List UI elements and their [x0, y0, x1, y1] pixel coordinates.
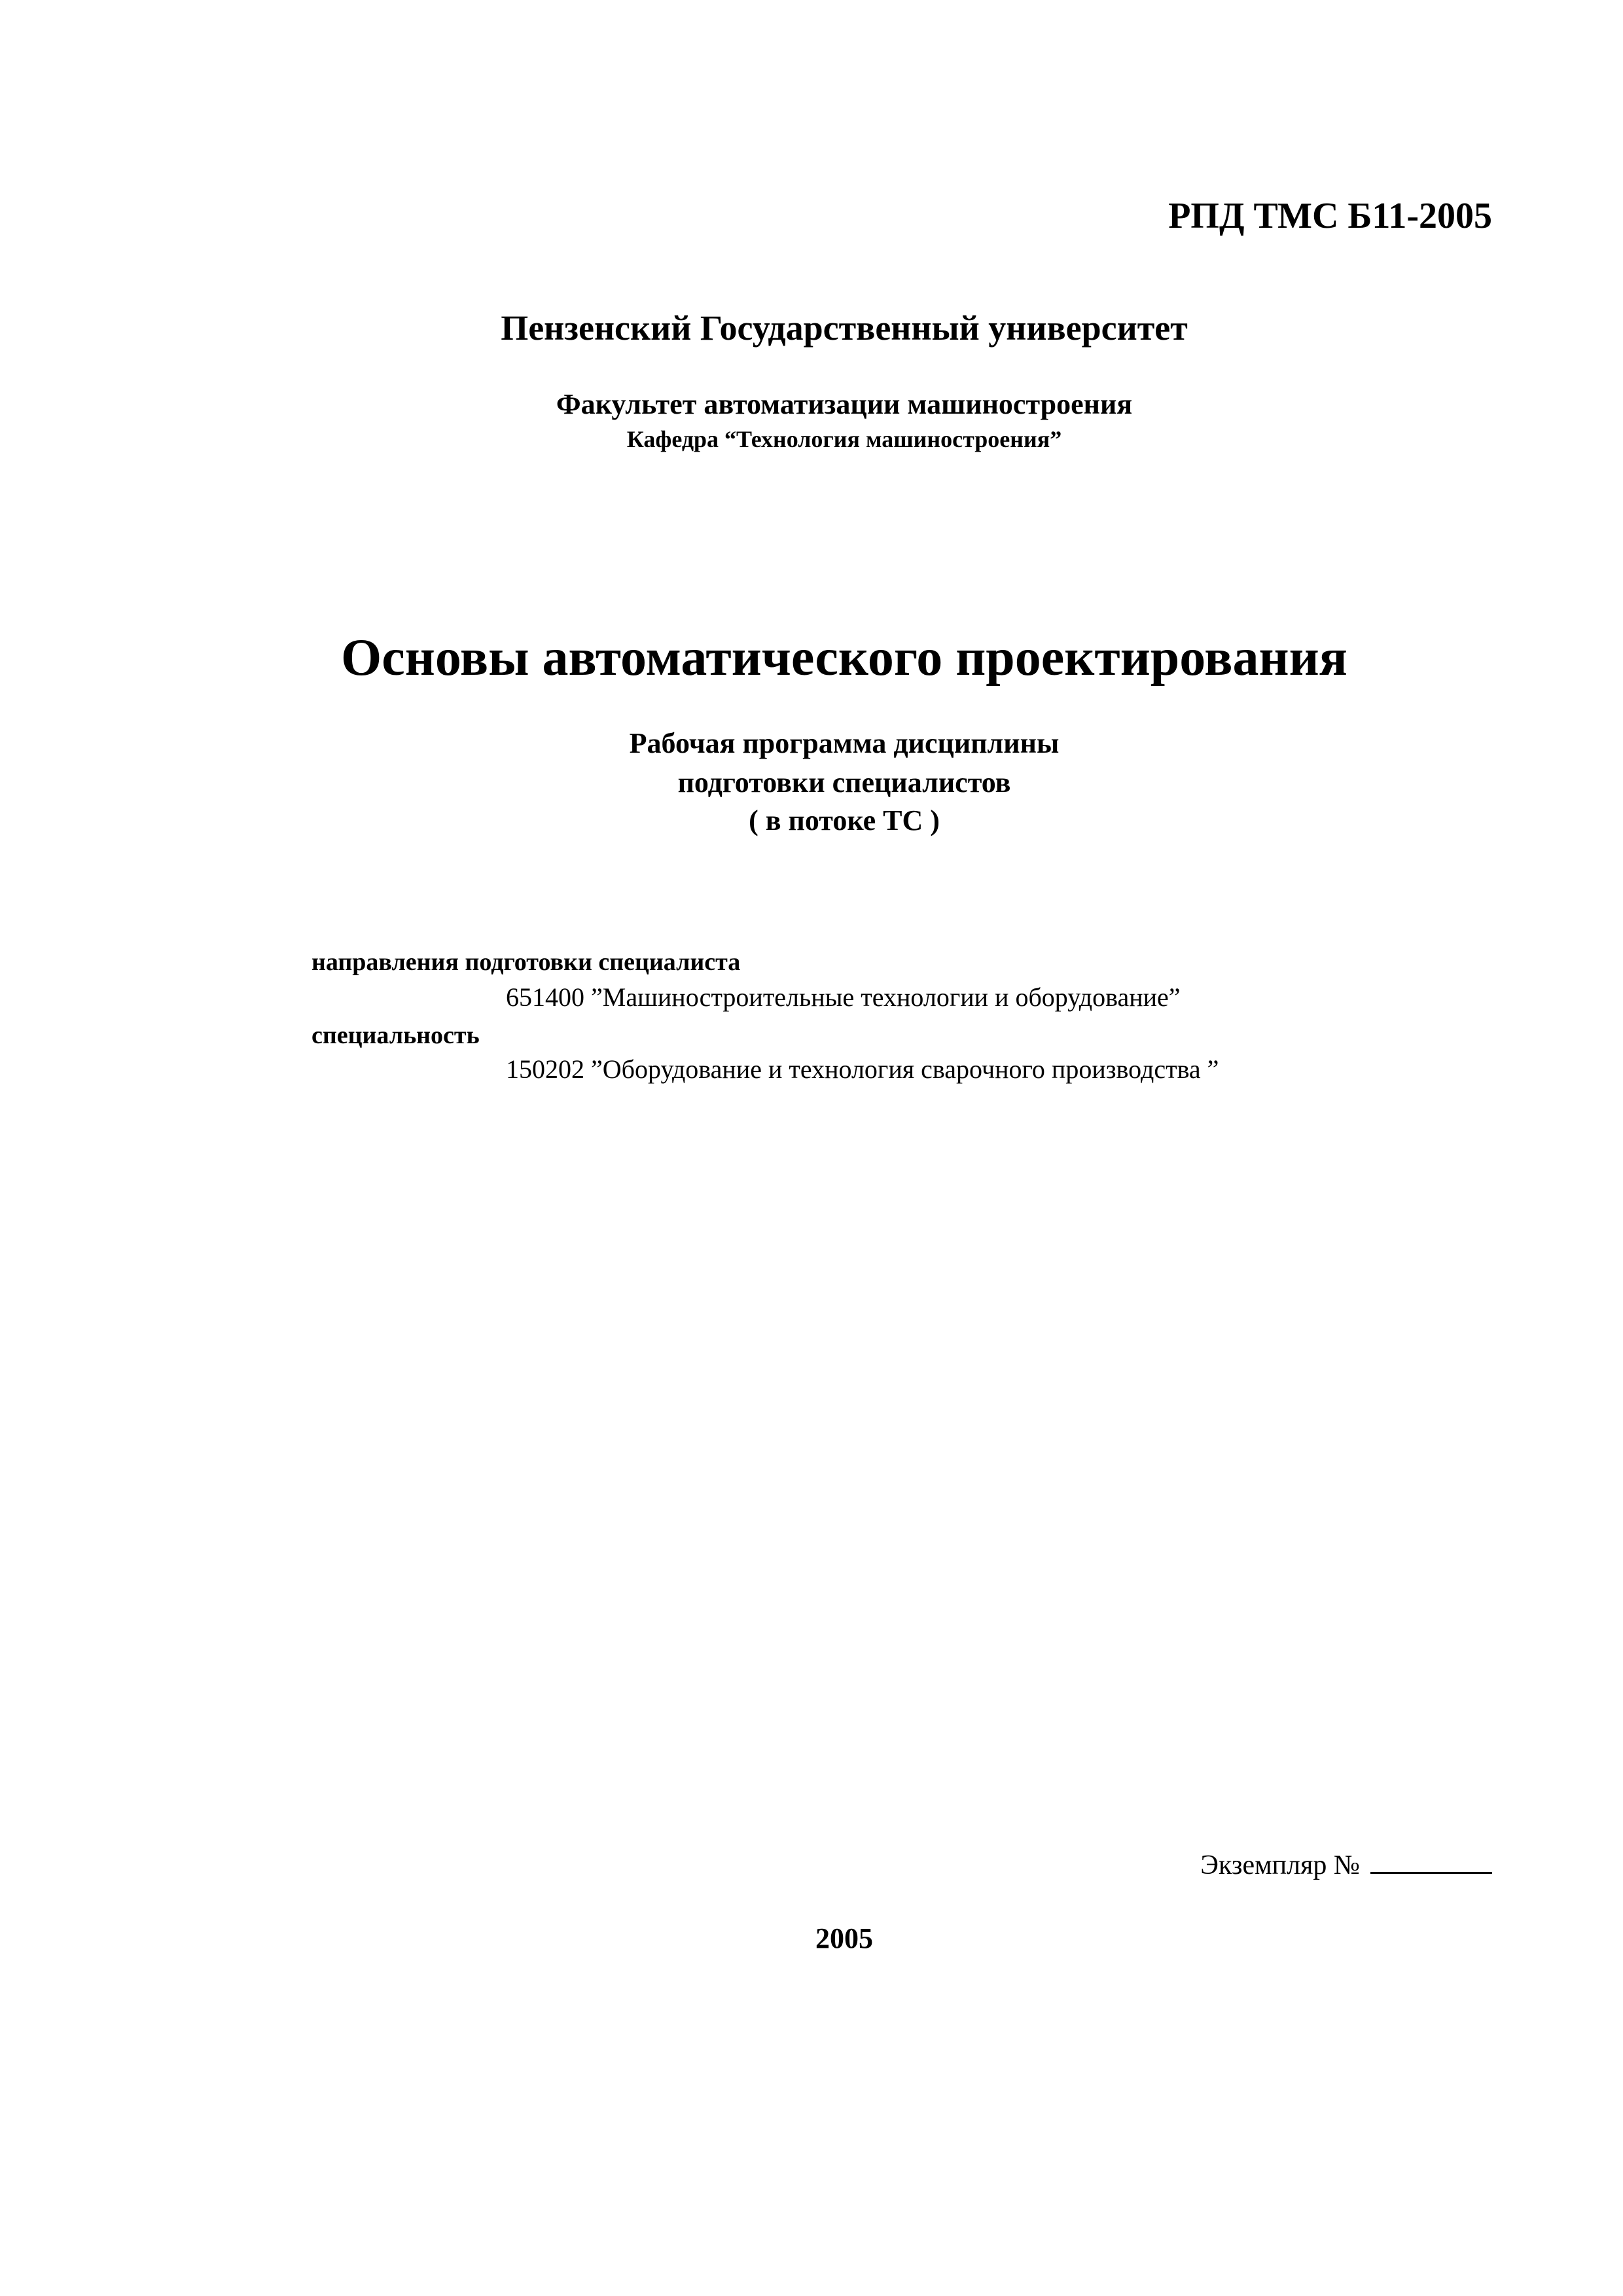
direction-value: 651400 ”Машиностроительные технологии и оборудование”: [506, 982, 1181, 1012]
course-title: Основы автоматического проектирования: [341, 629, 1347, 687]
subtitle-line-1: Рабочая программа дисциплины: [629, 727, 1060, 759]
subtitle-line-2: подготовки специалистов: [677, 766, 1011, 798]
document-code: РПД ТМС Б11-2005: [1168, 196, 1492, 236]
direction-label: направления подготовки специалиста: [312, 948, 741, 976]
copy-number: [1200, 1847, 1492, 1881]
department-name: Кафедра “Технология машиностроения”: [626, 426, 1062, 452]
copy-number-blank-line: [1370, 1847, 1492, 1874]
faculty-name: Факультет автоматизации машиностроения: [556, 388, 1133, 420]
specialty-value: 150202 ”Оборудование и технология сварочного производства ”: [506, 1054, 1219, 1084]
university-name: Пензенский Государственный университет: [501, 308, 1188, 348]
copy-number-label: Экземпляр №: [1200, 1850, 1360, 1880]
specialty-label: специальность: [312, 1022, 480, 1049]
subtitle-line-3: ( в потоке ТС ): [749, 804, 940, 836]
document-year: 2005: [815, 1922, 873, 1954]
